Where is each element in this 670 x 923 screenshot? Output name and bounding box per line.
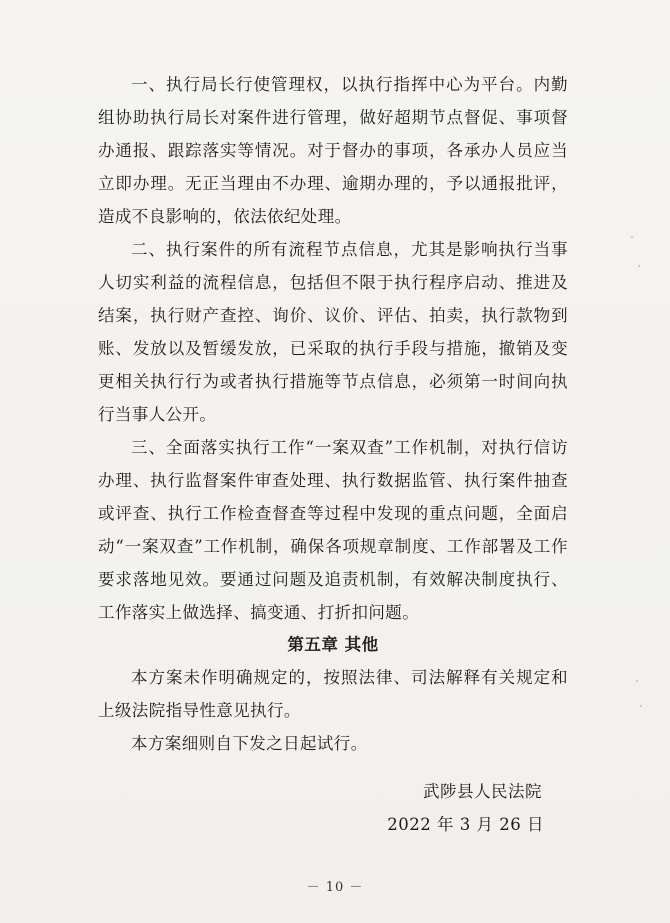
- signature-organization: 武陟县人民法院: [423, 782, 542, 801]
- paragraph-2: 二、执行案件的所有流程节点信息，尤其是影响执行当事人切实利益的流程信息，包括但不限于执行程序启动、推进及结案，执行财产查控、询价、议价、评估、拍卖，执行款物到账、发放以及暂缓发放，已采取的执行手段与措施，撤销及变更相关执行行为或者执行措施等节点信息，必须第一时间向执行当事人公开。: [98, 240, 568, 424]
- page-number: － 10 －: [306, 880, 364, 895]
- scan-speck: [640, 705, 642, 707]
- scan-speck: [631, 236, 633, 238]
- paragraph-1: 一、执行局长行使管理权，以执行指挥中心为平台。内勤组协助执行局长对案件进行管理，做好超期节点督促、事项督办通报、跟踪落实等情况。对于督办的事项，各承办人员应当立即办理。无正当理由不办理、逾期办理的，予以通报批评，造成不良影响的，依法依纪处理。: [98, 75, 568, 226]
- chapter-paragraph-2: 本方案细则自下发之日起试行。: [131, 734, 368, 753]
- paragraph-3: 三、全面落实执行工作“一案双查”工作机制，对执行信访办理、执行监督案件审查处理、执行数据监管、执行案件抽查或评查、执行工作检查督查等过程中发现的重点问题，全面启动“一案双查”工作机制，确保各项规章制度、工作部署及工作要求落地见效。要通过问题及追责机制，有效解决制度执行、工作落实上做选择、搞变通、打折扣问题。: [98, 438, 568, 622]
- signature-date: 2022 年 3 月 26 日: [387, 815, 544, 834]
- chapter-title: 第五章 其他: [287, 635, 379, 654]
- body-text: [98, 68, 568, 760]
- signature-block: [0, 775, 542, 841]
- chapter-paragraph-1: 本方案未作明确规定的，按照法律、司法解释有关规定和上级法院指导性意见执行。: [98, 668, 568, 720]
- scan-speck: [636, 680, 638, 682]
- scan-speck: [638, 265, 640, 267]
